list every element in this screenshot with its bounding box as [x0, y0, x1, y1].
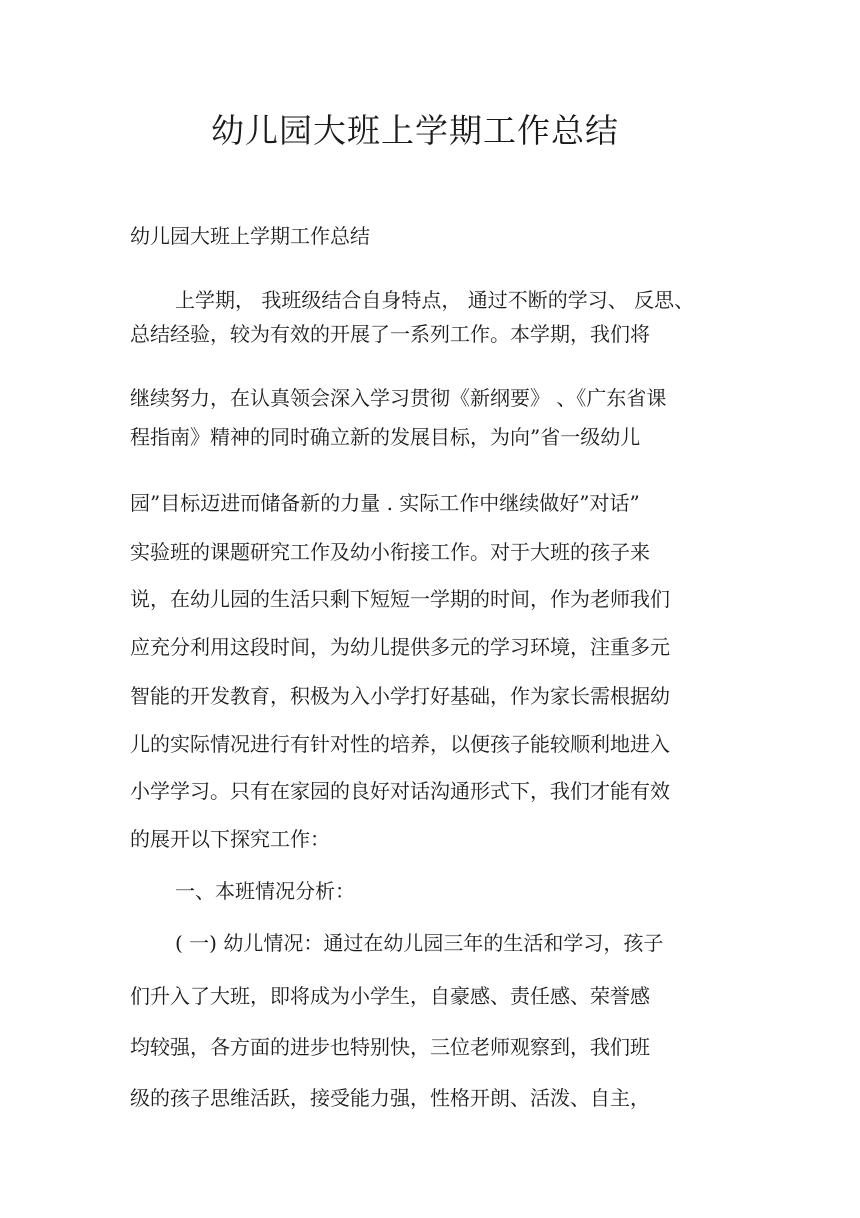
paragraph-line: 程指南》精神的同时确立新的发展目标，为向”省一级幼儿: [130, 425, 641, 449]
paragraph-line: 实验班的课题研究工作及幼小衔接工作。对于大班的孩子来: [130, 540, 650, 564]
paragraph-line: 智能的开发教育，积极为入小学打好基础，作为家长需根据幼: [130, 684, 670, 708]
paragraph-line: 的展开以下探究工作：: [130, 827, 330, 851]
paragraph-line: ( 一) 幼儿情况：通过在幼儿园三年的生活和学习，孩子: [175, 931, 664, 955]
section-heading: 一、本班情况分析：: [175, 879, 355, 903]
paragraph-line: 们升入了大班，即将成为小学生，自豪感、责任感、荣誉感: [130, 984, 650, 1008]
paragraph-line: 小学学习。只有在家园的良好对话沟通形式下，我们才能有效: [130, 779, 670, 803]
paragraph-line: 上学期， 我班级结合自身特点， 通过不断的学习、 反思、: [175, 288, 695, 312]
paragraph-line: 说，在幼儿园的生活只剩下短短一学期的时间，作为老师我们: [130, 587, 670, 611]
paragraph-line: 级的孩子思维活跃，接受能力强，性格开朗、活泼、自主，: [130, 1086, 650, 1110]
document-subtitle: 幼儿园大班上学期工作总结: [130, 224, 370, 248]
paragraph-line: 均较强，各方面的进步也特别快，三位老师观察到，我们班: [130, 1035, 650, 1059]
paragraph-line: 继续努力，在认真领会深入学习贯彻《新纲要》 、《广东省课: [130, 386, 667, 410]
paragraph-line: 园”目标迈进而储备新的力量 . 实际工作中继续做好”对话”: [130, 491, 640, 515]
paragraph-line: 应充分利用这段时间，为幼儿提供多元的学习环境，注重多元: [130, 635, 670, 659]
paragraph-line: 儿的实际情况进行有针对性的培养，以便孩子能较顺利地进入: [130, 732, 670, 756]
document-title: 幼儿园大班上学期工作总结: [211, 111, 619, 150]
paragraph-line: 总结经验，较为有效的开展了一系列工作。本学期，我们将: [130, 322, 650, 346]
